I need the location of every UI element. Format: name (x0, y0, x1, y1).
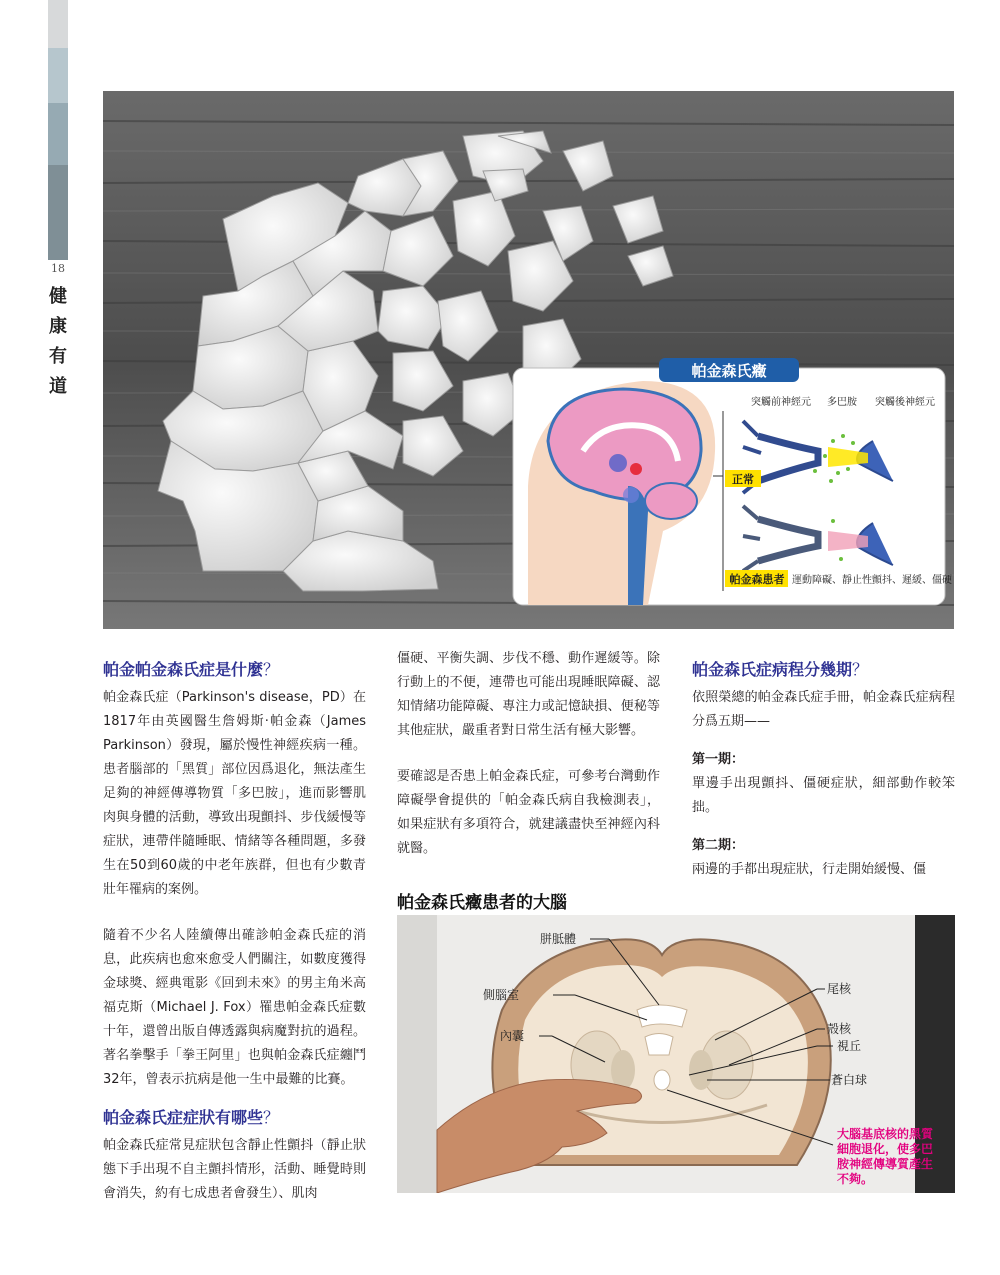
side-strip (48, 165, 68, 260)
callout-line: 胺神經傳導質產生 (837, 1157, 934, 1171)
paragraph: 要確認是否患上帕金森氏症，可參考台灣動作障礙學會提供的「帕金森氏病自我檢測表」，如果症狀有多項符合，就建議盡快至神經內科就醫。 (397, 769, 660, 856)
label-lateral-ventricle: 側腦室 (483, 988, 520, 1002)
column-1 (103, 658, 366, 1206)
symptoms-label: 運動障礙、靜止性顫抖、遲緩、僵硬 (792, 575, 952, 586)
patient-tag: 帕金森患者 (729, 573, 785, 586)
heading-mark: ？ (263, 1108, 280, 1127)
label-caudate: 尾核 (827, 982, 852, 996)
normal-tag: 正常 (732, 473, 754, 486)
brain-figure (397, 915, 955, 1193)
side-strip (48, 0, 68, 48)
stage-text: 兩邊的手都出現症狀，行走開始緩慢、僵 (692, 862, 927, 877)
callout-line: 細胞退化，使多巴 (837, 1142, 934, 1156)
hero-illustration (103, 91, 954, 629)
heading-text: 帕金森氏症病程分幾期 (692, 660, 853, 679)
paragraph: 帕金森氏症常見症狀包含靜止性顫抖（靜止狀態下手出現不自主顫抖情形，活動、睡覺時則會消失，約有七成患者會發生）、肌肉 (103, 1138, 366, 1201)
section-heading (692, 658, 955, 682)
column-title (48, 282, 68, 402)
side-strip (48, 103, 68, 165)
label-globus-pallidus: 蒼白球 (831, 1073, 868, 1087)
heading-text: 帕金帕金森氏症是什麼 (103, 660, 264, 679)
label-putamen: 殼核 (827, 1022, 852, 1036)
side-strip (48, 48, 68, 103)
section-heading (103, 1106, 366, 1130)
post-neuron-label: 突觸後神經元 (875, 397, 935, 408)
column-title-char: 道 (49, 376, 67, 397)
paragraph: 帕金森氏症（Parkinson's disease，PD）在1817年由英國醫生詹姆斯·帕金森（James Parkinson）發現，屬於慢性神經疾病一種。患者腦部的「黑質」部位因爲退化，無法產生足夠的神經傳導物質「多巴胺」，進而影響肌肉與身體的活動，導致出現顫抖、步伐緩慢等症狀，連帶伴隨睡眠、情緒等各種問題，多發生在50到60歲的中老年族群，但也有少數青壯年罹病的案例。 (103, 690, 366, 897)
figure-title: 帕金森氏癥患者的大腦 (397, 893, 567, 913)
paragraph: 僵硬、平衡失調、步伐不穩、動作遲緩等。除行動上的不便，連帶也可能出現睡眠障礙、認知情緒功能障礙、專注力或記憶缺損、便秘等其他症狀，嚴重者對日常生活有極大影響。 (397, 651, 660, 738)
column-3 (692, 658, 955, 882)
inset-title: 帕金森氏癥 (691, 362, 767, 380)
column-title-char: 有 (49, 346, 67, 367)
paragraph: 隨着不少名人陸續傳出確診帕金森氏症的消息，此疾病也愈來愈受人們關注，如數度獲得金球獎、經典電影《回到未來》的男主角米高福克斯（Michael J. Fox）罹患帕金森氏症數十年，還曾出版自傳透露與病魔對抗的過程。著名拳擊手「拳王阿里」也與帕金森氏症纏鬥32年，曾表示抗病是他一生中最難的比賽。 (103, 928, 366, 1087)
section-heading (103, 658, 366, 682)
heading-mark: ？ (852, 660, 869, 679)
stage-title: 第二期： (692, 838, 745, 853)
column-title-char: 健 (49, 286, 67, 307)
column-title-char: 康 (49, 316, 67, 337)
label-internal-capsule: 內囊 (500, 1029, 525, 1043)
callout-line: 大腦基底核的黑質 (837, 1127, 934, 1141)
label-corpus-callosum: 胼胝體 (540, 932, 577, 946)
page-number: 18 (51, 262, 65, 275)
stage-title: 第一期： (692, 752, 745, 767)
heading-text: 帕金森氏症症狀有哪些 (103, 1108, 264, 1127)
paragraph: 依照榮總的帕金森氏症手冊，帕金森氏症病程分爲五期—— (692, 690, 955, 729)
stage-text: 單邊手出現顫抖、僵硬症狀，細部動作較笨拙。 (692, 776, 955, 815)
dopamine-label: 多巴胺 (827, 397, 857, 408)
column-2 (397, 647, 660, 861)
heading-mark: ？ (263, 660, 280, 679)
inset-panel (513, 358, 952, 605)
label-thalamus: 視丘 (837, 1039, 862, 1053)
callout-line: 不夠。 (837, 1172, 874, 1186)
pre-neuron-label: 突觸前神經元 (751, 397, 811, 408)
